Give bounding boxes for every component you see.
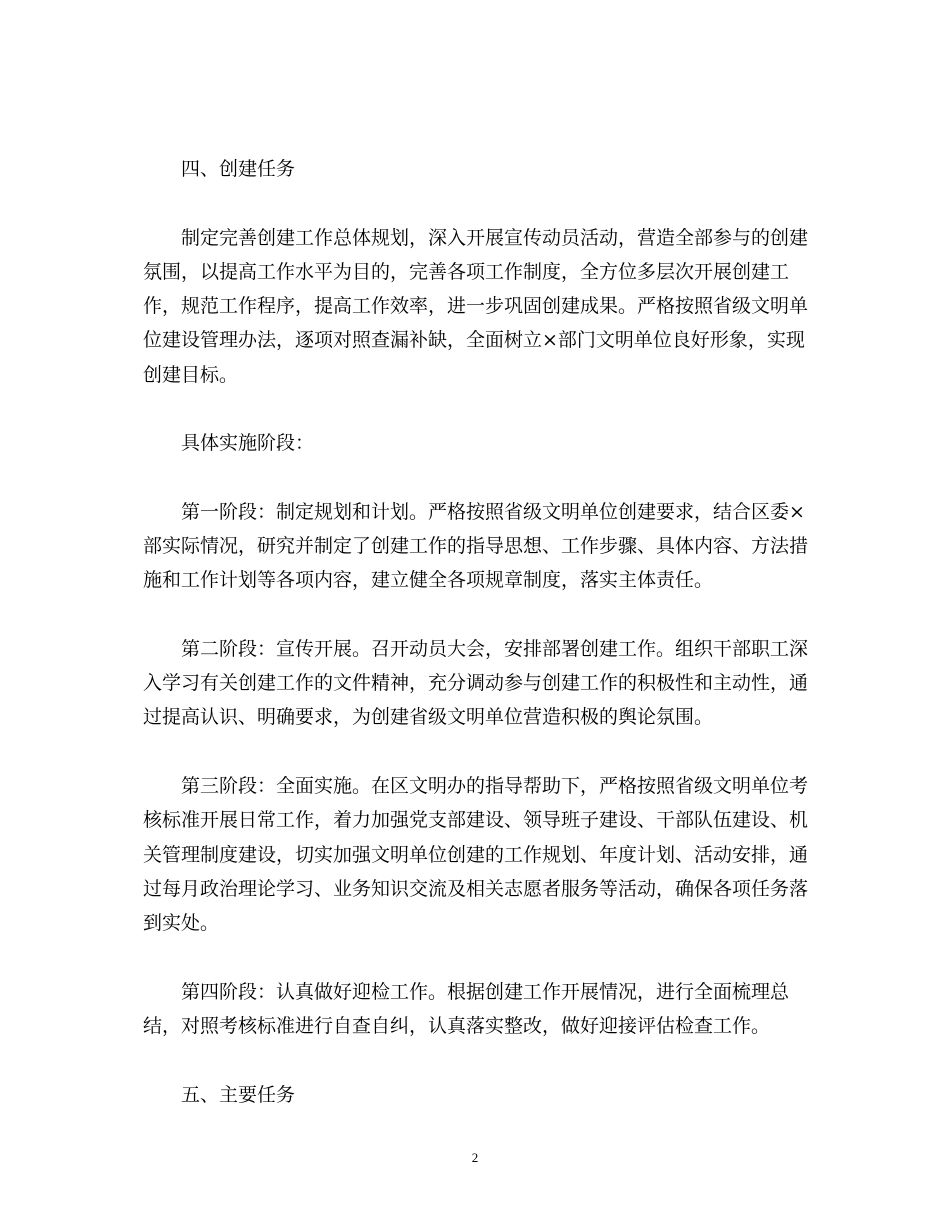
document-body — [143, 152, 819, 1112]
paragraph-stage-3: 第三阶段：全面实施。在区文明办的指导帮助下，严格按照省级文明单位考核标准开展日常工作，着力加强党支部建设、领导班子建设、干部队伍建设、机关管理制度建设，切实加强文明单位创建的工作规划、年度计划、活动安排，通过每月政治理论学习、业务知识交流及相关志愿者服务等活动，确保各项任务落到实处。 — [143, 775, 809, 934]
section-heading-5: 五、主要任务 — [181, 1083, 296, 1106]
paragraph-overview: 制定完善创建工作总体规划，深入开展宣传动员活动，营造全部参与的创建氛围，以提高工作水平为目的，完善各项工作制度，全方位多层次开展创建工作，规范工作程序，提高工作效率，进一步巩固创建成果。严格按照省级文明单位建设管理办法，逐项对照查漏补缺，全面树立×部门文明单位良好形象，实现创建目标。 — [143, 226, 809, 386]
paragraph-stage-4: 第四阶段：认真做好迎检工作。根据创建工作开展情况，进行全面梳理总结，对照考核标准进行自查自纠，认真落实整改，做好迎接评估检查工作。 — [143, 980, 790, 1037]
section-heading-4: 四、创建任务 — [181, 158, 296, 180]
paragraph-stage-1: 第一阶段：制定规划和计划。严格按照省级文明单位创建要求，结合区委×部实际情况，研究并制定了创建工作的指导思想、工作步骤、具体内容、方法措施和工作计划等各项内容，建立健全各项规章制度，落实主体责任。 — [143, 500, 809, 592]
paragraph-stage-2: 第二阶段：宣传开展。召开动员大会，安排部署创建工作。组织干部职工深入学习有关创建工作的文件精神，充分调动参与创建工作的积极性和主动性，通过提高认识、明确要求，为创建省级文明单位营造积极的舆论氛围。 — [143, 638, 809, 729]
page-number: 2 — [471, 1150, 479, 1165]
paragraph-stages-intro: 具体实施阶段： — [181, 432, 315, 455]
